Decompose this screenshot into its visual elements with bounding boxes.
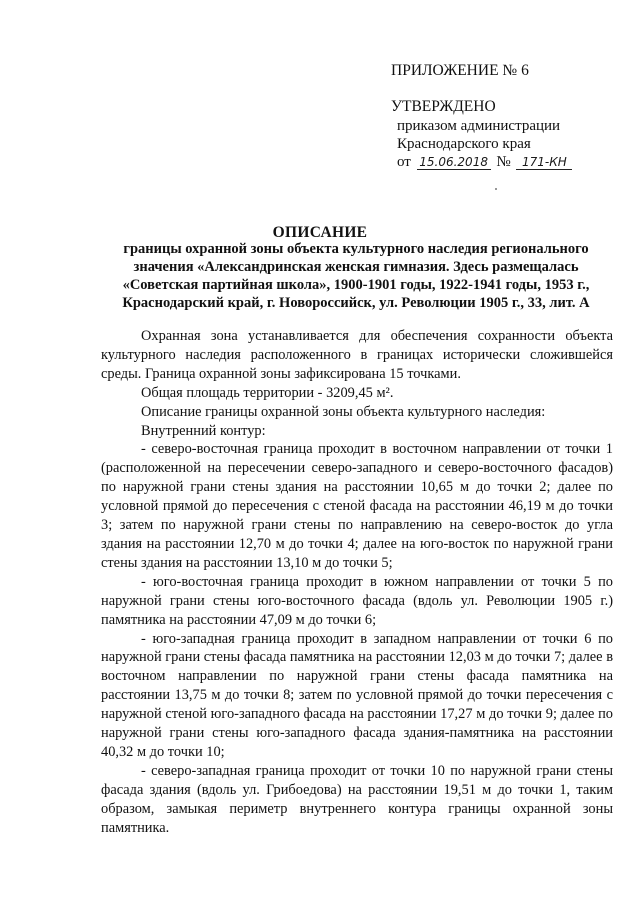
paragraph-northeast-border: - северо-восточная граница проходит в восточном направлении от точки 1 (расположенной на пересечении северо-западного и северо-восточного фасадов) по наружной грани стены здания на расстоянии 10,65 м до точки 2; далее по условной прямой до пересечения с стеной фасада на расстоянии 46,19 м до точки 3; затем по наружной грани стены по направлению на северо-восток до угла здания на расстоянии 12,70 м до точки 4; далее на юго-восток по наружной грани стены здания на расстоянии 13,10 м до точки 5;	[101, 441, 613, 571]
number-sign: №	[496, 154, 511, 170]
date-prefix: от	[397, 154, 411, 170]
paragraph-northwest-border: - северо-западная граница проходит от точки 10 по наружной грани стены фасада здания (вдоль ул. Грибоедова) на расстоянии 19,51 м до точки 1, таким образом, замыкая периметр внутреннего контура границы охранной зоны памятника.	[101, 762, 613, 836]
document-title: ОПИСАНИЕ	[272, 224, 368, 241]
subtitle-line: Краснодарский край, г. Новороссийск, ул. Революции 1905 г., 33, лит. А	[122, 295, 590, 311]
handwritten-order-number: 171-КН	[516, 155, 572, 170]
order-date-number-line	[397, 153, 572, 171]
handwritten-date: 15.06.2018	[417, 155, 491, 170]
subtitle-line: «Советская партийная школа», 1900-1901 годы, 1922-1941 годы, 1953 г.,	[122, 277, 590, 293]
document-subtitle	[100, 240, 612, 312]
subtitle-line: границы охранной зоны объекта культурного наследия регионального	[123, 241, 589, 257]
paragraph-purpose: Охранная зона устанавливается для обеспечения сохранности объекта культурного наследия расположенного в границах исторически сложившейся среды. Граница охранной зоны зафиксирована 15 точками.	[101, 328, 613, 382]
order-line-2: Краснодарского края	[397, 136, 531, 152]
paragraph-area: Общая площадь территории - 3209,45 м².	[141, 384, 394, 401]
document-body	[101, 327, 613, 837]
scan-speck	[495, 188, 497, 190]
approved-stamp-heading: УТВЕРЖДЕНО	[391, 98, 496, 115]
paragraph-inner-contour: Внутренний контур:	[141, 422, 266, 439]
paragraph-southwest-border: - юго-западная граница проходит в западном направлении от точки 6 по наружной грани стены фасада памятника на расстоянии 12,03 м до точки 7; далее в восточном направлении по наружной грани стены фасада памятника на расстоянии 13,75 м до точки 8; затем по условной прямой до точки пересечения с наружной стеной юго-западного фасада на расстоянии 17,27 м до точки 9; далее по наружной грани стены юго-западного фасада здания-памятника на расстоянии 40,32 м до точки 10;	[101, 630, 613, 760]
subtitle-line: значения «Александринская женская гимназия. Здесь размещалась	[133, 259, 579, 275]
appendix-number: ПРИЛОЖЕНИЕ № 6	[391, 62, 529, 79]
paragraph-description-intro: Описание границы охранной зоны объекта культурного наследия:	[141, 403, 546, 420]
paragraph-southeast-border: - юго-восточная граница проходит в южном направлении от точки 5 по наружной грани стены юго-восточного фасада (вдоль ул. Революции 1905 г.) памятника на расстоянии 47,09 м до точки 6;	[101, 573, 613, 628]
order-line-1: приказом администрации	[397, 118, 561, 134]
